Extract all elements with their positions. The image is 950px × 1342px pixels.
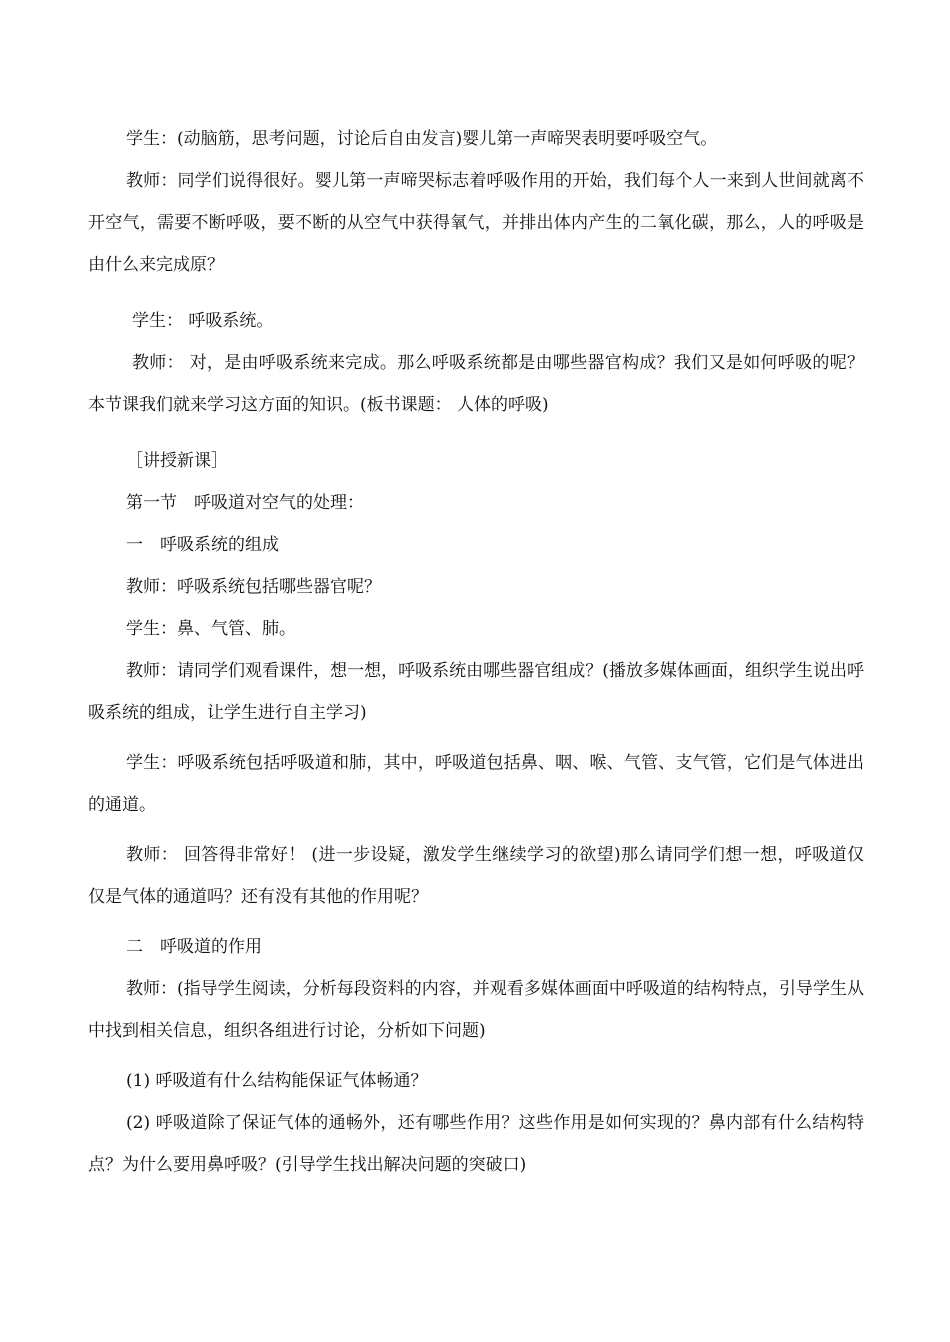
question-item-1: (1) 呼吸道有什么结构能保证气体畅通？: [126, 1071, 428, 1091]
heading-section-one: 第一节 呼吸道对空气的处理：: [126, 493, 364, 513]
paragraph-student-organs-answer: 学生：鼻、气管、肺。: [126, 619, 296, 639]
heading-respiratory-composition: 一 呼吸系统的组成: [126, 535, 279, 555]
paragraph-student-respiratory-system: 学生： 呼吸系统。: [132, 311, 274, 331]
paragraph-teacher-organs-question: 教师：呼吸系统包括哪些器官呢？: [126, 577, 381, 597]
section-new-lesson: ［讲授新课］: [126, 451, 228, 471]
paragraph-teacher-breathing-start: 教师：同学们说得很好。婴儿第一声啼哭标志着呼吸作用的开始，我们每个人一来到人世间就离不开空气，需要不断呼吸，要不断的从空气中获得氧气，并排出体内产生的二氧化碳，那么，人的呼吸是由什么来完成原？: [88, 171, 864, 275]
heading-airway-function: 二 呼吸道的作用: [126, 937, 262, 957]
paragraph-teacher-courseware: 教师：请同学们观看课件，想一想，呼吸系统由哪些器官组成？(播放多媒体画面，组织学生说出呼吸系统的组成，让学生进行自主学习): [88, 661, 864, 723]
paragraph-student-airway-parts: 学生：呼吸系统包括呼吸道和肺，其中，呼吸道包括鼻、咽、喉、气管、支气管，它们是气体进出的通道。: [88, 753, 864, 815]
paragraph-teacher-introduce-lesson: 教师： 对，是由呼吸系统来完成。那么呼吸系统都是由哪些器官构成？我们又是如何呼吸的呢？本节课我们就来学习这方面的知识。(板书课题： 人体的呼吸): [88, 353, 864, 415]
question-item-2: (2) 呼吸道除了保证气体的通畅外，还有哪些作用？这些作用是如何实现的？鼻内部有什么结构特点？为什么要用鼻呼吸？(引导学生找出解决问题的突破口): [88, 1113, 864, 1175]
paragraph-teacher-guide-reading: 教师：(指导学生阅读，分析每段资料的内容，并观看多媒体画面中呼吸道的结构特点，引导学生从中找到相关信息，组织各组进行讨论，分析如下问题): [88, 979, 864, 1041]
paragraph-teacher-praise: 教师： 回答得非常好！ (进一步设疑，激发学生继续学习的欲望)那么请同学们想一想，呼吸道仅仅是气体的通道吗？还有没有其他的作用呢？: [88, 845, 864, 907]
paragraph-student-crying: 学生：(动脑筋，思考问题，讨论后自由发言)婴儿第一声啼哭表明要呼吸空气。: [126, 129, 718, 149]
